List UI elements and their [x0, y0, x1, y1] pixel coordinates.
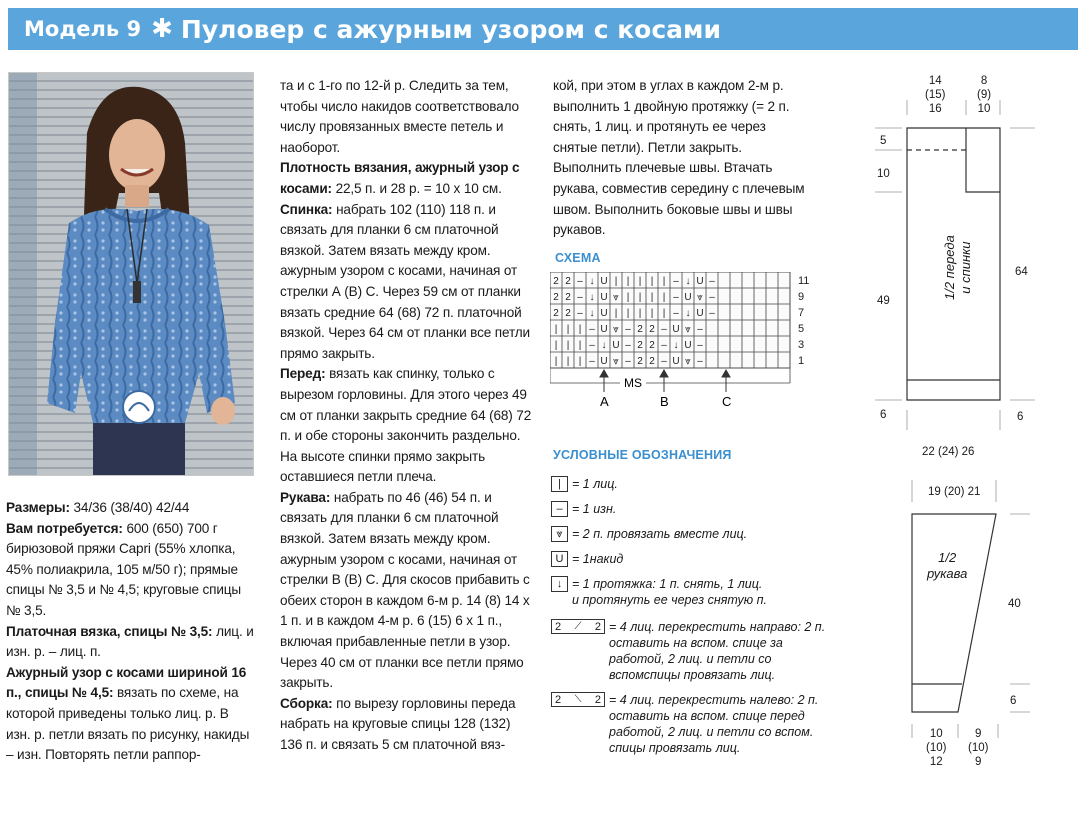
chart-cell-symbol: | [662, 308, 666, 319]
legend-desc: = 4 лиц. перекрестить налево: 2 п. оставить на вспом. спице перед работой, 2 лиц. и петли со вспом. спицы провязать лиц. [609, 693, 819, 755]
chart-cell-symbol: 2 [553, 292, 559, 303]
chart-cell-symbol: U [672, 324, 680, 335]
chart-cell-symbol: 2 [637, 356, 643, 367]
chart-cell-symbol: 2 [649, 340, 655, 351]
chart-row-number: 3 [798, 339, 805, 351]
chart-cell-symbol: U [600, 308, 608, 319]
chart-cell-symbol: U [600, 356, 608, 367]
chart-cell-symbol: ⩔ [613, 356, 619, 367]
chart-cell-symbol: | [626, 292, 630, 303]
finishing-paragraph: кой, при этом в углах в каждом 2-м р. выполнить 1 двойную протяжку (= 2 п. снять, 1 лиц. и протянуть ее через снятые петли). Петли закрыть. Выполнить плечевые швы. Втачать рукава, совместив середину с плечевым швом. Выполнить боковые швы и швы рукавов. [553, 78, 805, 238]
sleeve-bottom-left: 10 (10) 12 [926, 728, 947, 768]
chart-cell-symbol: U [684, 340, 692, 351]
star-icon: ✱ [151, 14, 173, 44]
garter-label: Платочная вязка, спицы № 3,5: [6, 623, 213, 639]
chart-cell-symbol: 2 [637, 340, 643, 351]
chart-cell-symbol: ⩔ [685, 324, 691, 335]
sleeves-text: набрать по 46 (46) 54 п. и связать для планки 6 см платочной вязкой. Затем вязать между кром. ажурным узором с косами, начиная от стрелки В (В) С. Для скосов прибавить с обеих сторон в каждом 6-м р. 14 (8) 14 х 1 п. и в каждом 4-м р. 6 (15) 6 х 1 п., включая прибавленные петли в узор. Через 40 см от планки все петли прямо закрыть. [280, 489, 530, 691]
purl-symbol-icon: – [551, 501, 568, 517]
chart-cell-symbol: | [566, 324, 570, 335]
chart-cell-symbol: | [662, 276, 666, 287]
chart-cell-symbol: – [661, 324, 667, 335]
legend-item [551, 551, 831, 567]
legend-list [551, 476, 831, 756]
chart-cell-symbol: – [661, 356, 667, 367]
legend-item [551, 476, 831, 492]
chart-cell-symbol: – [589, 340, 595, 351]
chart-cell-symbol: – [709, 308, 715, 319]
sizes-text: 34/36 (38/40) 42/44 [69, 500, 190, 515]
k2tog-symbol-icon: ⩔ [551, 526, 568, 542]
chart-cell-symbol: ↓ [589, 276, 595, 287]
dim-49: 49 [877, 295, 890, 307]
text-column-2 [280, 76, 532, 756]
legend-item [551, 692, 831, 756]
chart-cell-symbol: – [589, 324, 595, 335]
chart-cell-symbol: | [626, 308, 630, 319]
chart-cell-symbol: ↓ [601, 340, 607, 351]
chart-cell-symbol: – [697, 340, 703, 351]
chart-cell-symbol: 2 [565, 308, 571, 319]
lace-label: Ажурный узор с косами шириной 16 п., спицы № 4,5: [6, 664, 247, 701]
legend-item [551, 619, 831, 683]
chart-cell-symbol: – [625, 356, 631, 367]
legend-item [551, 576, 831, 608]
model-photo [8, 72, 254, 476]
knit-symbol-icon: | [551, 476, 568, 492]
dim-64: 64 [1015, 266, 1028, 278]
chart-cell-symbol: ↓ [673, 340, 679, 351]
chart-cell-symbol: | [566, 340, 570, 351]
dim-top-right: 8 (9) 10 [977, 75, 992, 115]
dim-bottom-width: 22 (24) 26 [922, 446, 975, 458]
chart-cell-symbol: U [600, 276, 608, 287]
chart-cell-symbol: U [672, 356, 680, 367]
chart-cell-symbol: | [578, 340, 582, 351]
cross-left-symbol-icon: 2 ⟍ 2 [551, 692, 605, 707]
gauge-label: Плотность вязания, ажурный узор с косами: [280, 160, 520, 196]
legend-item [551, 526, 831, 542]
legend-item [551, 501, 831, 517]
materials-text: 600 (650) 700 г бирюзовой пряжи Capri (55% хлопка, 45% полиакрила, 105 м/50 г); прямые спицы № 3,5 и № 4,5; круговые спицы № 3,5. [6, 520, 242, 618]
dim-10: 10 [877, 168, 890, 180]
chart-cell-symbol: 2 [649, 356, 655, 367]
chart-cell-symbol: ⩔ [685, 356, 691, 367]
chart-cell-symbol: – [661, 340, 667, 351]
chart-cell-symbol: ↓ [685, 308, 691, 319]
chart-cell-symbol: U [696, 276, 704, 287]
chart-cell-symbol: | [578, 356, 582, 367]
chart-cell-symbol: ↓ [589, 308, 595, 319]
chart-cell-symbol: – [673, 292, 679, 303]
chart-cell-symbol: – [625, 340, 631, 351]
garter-paragraph [6, 622, 256, 663]
chart-cell-symbol: ↓ [685, 276, 691, 287]
chart-cell-symbol: | [614, 276, 618, 287]
lace-paragraph [6, 663, 256, 766]
arrow-b-label: B [660, 394, 669, 409]
chart-cell-symbol: | [554, 324, 558, 335]
text-column-1 [6, 498, 256, 766]
chart-cell-symbol: ⩔ [613, 292, 619, 303]
chart-cell-symbol: 2 [553, 276, 559, 287]
legend-desc: = 1накид [572, 552, 624, 566]
chart-cell-symbol: | [650, 308, 654, 319]
chart-row-number: 1 [798, 355, 805, 367]
chart-cell-symbol: – [625, 324, 631, 335]
chart-cell-symbol: | [638, 276, 642, 287]
gauge-paragraph [280, 158, 532, 199]
chart-cell-symbol: U [696, 308, 704, 319]
chart-cell-symbol: | [638, 308, 642, 319]
sizes-paragraph [6, 498, 256, 519]
chart-cell-symbol: 2 [637, 324, 643, 335]
front-label: Перед: [280, 366, 326, 382]
chart-row-number: 11 [798, 275, 810, 287]
chart-cell-symbol: – [589, 356, 595, 367]
chart-cell-symbol: | [554, 340, 558, 351]
text-column-3 [553, 76, 811, 241]
chart-cell-symbol: ↓ [589, 292, 595, 303]
continuation-paragraph: та и с 1-го по 12-й р. Следить за тем, чтобы число накидов соответствовало числу провязанных вместе петель и наоборот. [280, 78, 519, 155]
dim-top-left: 14 (15) 16 [925, 75, 946, 115]
sleeve-top-width: 19 (20) 21 [928, 486, 981, 498]
chart-cell-symbol: U [600, 292, 608, 303]
legend-title: УСЛОВНЫЕ ОБОЗНАЧЕНИЯ [553, 448, 732, 462]
header-banner [8, 8, 1078, 50]
chart-cell-symbol: | [650, 292, 654, 303]
front-back-label: 1/2 переда и спинки [942, 235, 973, 300]
arrow-a-label: A [600, 394, 609, 409]
chart-cell-symbol: | [614, 308, 618, 319]
ms-label: MS [624, 376, 642, 390]
front-paragraph [280, 364, 532, 488]
sleeves-paragraph [280, 488, 532, 694]
lace-text: вязать по схеме, на которой приведены только лиц. р. В изн. р. петли вязать по рисунку, накиды – изн. Повторять петли раппор- [6, 685, 250, 763]
chart-cell-symbol: | [662, 292, 666, 303]
chart-row-number: 7 [798, 307, 805, 319]
dim-6-right: 6 [1017, 411, 1024, 423]
page-title: Пуловер с ажурным узором с косами [180, 14, 721, 44]
materials-label: Вам потребуется: [6, 520, 123, 536]
sizes-label: Размеры: [6, 500, 70, 515]
chart-row-number: 5 [798, 323, 805, 335]
legend-desc: = 2 п. провязать вместе лиц. [572, 527, 748, 541]
legend-desc: = 1 изн. [572, 502, 617, 516]
slip-symbol-icon: ↓ [551, 576, 568, 592]
dim-40: 40 [1008, 598, 1021, 610]
knitting-chart [550, 272, 820, 412]
sleeve-bottom-right: 9 (10) 9 [968, 728, 989, 768]
chart-cell-symbol: – [673, 276, 679, 287]
chart-cell-symbol: ⩔ [697, 292, 703, 303]
chart-cell-symbol: – [709, 276, 715, 287]
chart-cell-symbol: | [638, 292, 642, 303]
back-text: набрать 102 (110) 118 п. и связать для планки 6 см платочной вязкой. Затем вязать между кром. ажурным узором с косами, начиная от стрелки А (В) С. Через 59 см от планки вязать средние 64 (68) 72 п. платочной вязкой. Через 64 см от планки все петли прямо закрыть. [280, 201, 530, 361]
chart-cell-symbol: 2 [565, 276, 571, 287]
assembly-paragraph [280, 694, 532, 756]
arrow-c-label: C [722, 394, 732, 409]
chart-cell-symbol: – [673, 308, 679, 319]
chart-cell-symbol: – [577, 276, 583, 287]
chart-cell-symbol: | [650, 276, 654, 287]
chart-cell-symbol: | [626, 276, 630, 287]
legend-desc: = 1 лиц. [572, 477, 618, 491]
dim-6-left: 6 [880, 409, 887, 421]
back-label: Спинка: [280, 201, 333, 217]
chart-cell-symbol: – [709, 292, 715, 303]
model-number: Модель 9 [24, 17, 142, 41]
yarn-over-symbol-icon: U [551, 551, 568, 567]
legend-desc: = 4 лиц. перекрестить направо: 2 п. оставить на вспом. спице за работой, 2 лиц. и петли со вспомспицы провязать лиц. [609, 620, 826, 682]
gauge-text: 22,5 п. и 28 р. = 10 х 10 см. [331, 180, 502, 196]
chart-cell-symbol: – [577, 308, 583, 319]
back-paragraph [280, 200, 532, 365]
chart-cell-symbol: – [577, 292, 583, 303]
chart-row-number: 9 [798, 291, 805, 303]
dim-sleeve-6: 6 [1010, 695, 1017, 707]
chart-cell-symbol: 2 [553, 308, 559, 319]
chart-cell-symbol: U [612, 340, 620, 351]
legend-desc: = 1 протяжка: 1 п. снять, 1 лиц. и протянуть ее через снятую п. [572, 577, 768, 607]
chart-cell-symbol: | [578, 324, 582, 335]
chart-cell-symbol: U [684, 292, 692, 303]
chart-cell-symbol: – [697, 324, 703, 335]
cross-right-symbol-icon: 2 ⟋ 2 [551, 619, 605, 634]
assembly-label: Сборка: [280, 695, 333, 711]
chart-cell-symbol: | [554, 356, 558, 367]
chart-cell-symbol: – [697, 356, 703, 367]
schema-title: СХЕМА [555, 251, 601, 265]
chart-cell-symbol: 2 [649, 324, 655, 335]
garter-text: лиц. и изн. р. – лиц. п. [6, 623, 254, 660]
front-text: вязать как спинку, только с вырезом горловины. Для этого через 49 см от планки закрыть средние 64 (68) 72 п. и обе стороны закончить раздельно. На высоте спинки прямо закрыть оставшиеся петли плеча. [280, 366, 532, 485]
chart-cell-symbol: | [566, 356, 570, 367]
assembly-text: по вырезу горловины переда набрать на круговые спицы 128 (132) 136 п. и связать 5 см платочной вяз- [280, 695, 516, 752]
materials-paragraph [6, 519, 256, 622]
sleeves-label: Рукава: [280, 489, 331, 505]
chart-cell-symbol: ⩔ [613, 324, 619, 335]
dim-5: 5 [880, 135, 887, 147]
chart-cell-symbol: 2 [565, 292, 571, 303]
chart-cell-symbol: U [600, 324, 608, 335]
sleeve-pattern [870, 480, 1040, 780]
sleeve-label: 1/2 рукава [927, 550, 968, 581]
